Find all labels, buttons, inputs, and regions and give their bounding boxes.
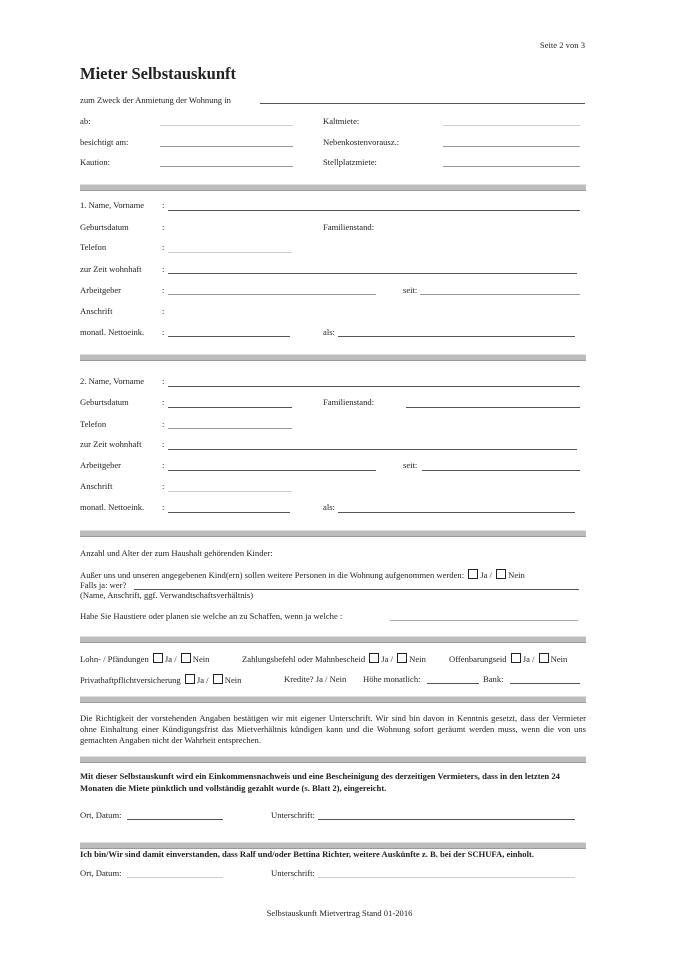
unterschrift-field[interactable]: [318, 877, 575, 878]
anschrift-label: Anschrift: [80, 306, 113, 316]
nebenkosten-label: Nebenkostenvorausz.:: [323, 137, 400, 147]
geburt-label: Geburtsdatum: [80, 222, 129, 232]
arbeitgeber-field[interactable]: [168, 294, 376, 295]
colon: :: [162, 439, 165, 449]
familienstand-label: Familienstand:: [323, 222, 375, 232]
wohnhaft-field[interactable]: [168, 449, 577, 450]
ja-label: Ja /: [522, 654, 535, 664]
als-field[interactable]: [338, 512, 575, 513]
name-label: 2. Name, Vorname: [80, 376, 145, 386]
ja-label: Ja /: [381, 654, 393, 664]
ja-checkbox[interactable]: [468, 569, 478, 579]
section-divider: [80, 530, 586, 537]
section-divider: [80, 696, 586, 703]
colon: :: [162, 200, 165, 210]
privat-label: Privathaftpflichtversicherung: [80, 675, 181, 685]
privat-row: [80, 674, 241, 686]
anschrift-label: Anschrift: [80, 481, 113, 491]
purpose-field[interactable]: [260, 103, 585, 104]
nein-checkbox[interactable]: [539, 653, 549, 663]
ja-checkbox[interactable]: [511, 653, 521, 663]
kaution-label: Kaution:: [80, 157, 111, 167]
name-field[interactable]: [168, 386, 580, 387]
nein-label: Nein: [192, 654, 210, 664]
section-divider: [80, 842, 586, 849]
hoehe-label: Höhe monatlich:: [363, 674, 421, 684]
footer: Selbstauskunft Mietvertrag Stand 01-2016: [266, 908, 413, 918]
besichtigt-label: besichtigt am:: [80, 137, 129, 147]
bank-field[interactable]: [510, 683, 580, 684]
ja-label: Ja /: [164, 654, 177, 664]
arbeitgeber-label: Arbeitgeber: [80, 285, 122, 295]
colon: :: [162, 419, 165, 429]
colon: :: [162, 264, 165, 274]
unterschrift-label: Unterschrift:: [271, 810, 315, 820]
ja-label: Ja /: [480, 570, 492, 580]
kaltmiete-field[interactable]: [443, 125, 580, 126]
lohn-label: Lohn- / Pfändungen: [80, 654, 149, 664]
nein-checkbox[interactable]: [213, 674, 223, 684]
nein-checkbox[interactable]: [496, 569, 506, 579]
falls-label: Falls ja: wer?: [80, 580, 127, 590]
page-number: Seite 2 von 3: [539, 40, 585, 50]
netto-label: monatl. Nettoeink.: [80, 327, 145, 337]
nebenkosten-field[interactable]: [443, 146, 580, 147]
ab-label: ab:: [80, 116, 91, 126]
nein-checkbox[interactable]: [397, 653, 407, 663]
proof-text: Mit dieser Selbstauskunft wird ein Einkommensnachweis und eine Bescheinigung des derzeitigen Vermieters, dass in den letzten 24 Monaten die Miete pünktlich und vollständig gezahlt wurde (s. Blatt 2), eingereicht.: [80, 771, 560, 793]
schufa-text: Ich bin/Wir sind damit einverstanden, dass Ralf und/oder Bettina Richter, weitere Auskünfte z. B. bei der SCHUFA, einholt.: [80, 849, 534, 859]
nein-label: Nein: [508, 570, 525, 580]
unterschrift-label: Unterschrift:: [271, 868, 315, 878]
colon: :: [162, 327, 165, 337]
name-label: 1. Name, Vorname: [80, 200, 145, 210]
ja-checkbox[interactable]: [185, 674, 195, 684]
colon: :: [162, 460, 165, 470]
name-field[interactable]: [168, 210, 580, 211]
colon: :: [162, 502, 165, 512]
lohn-row: [80, 653, 209, 665]
colon: :: [162, 222, 165, 232]
colon: :: [162, 481, 165, 491]
kinder-label: Anzahl und Alter der zum Haushalt gehörenden Kinder:: [80, 548, 273, 558]
telefon-field[interactable]: [168, 252, 292, 253]
purpose-label: zum Zweck der Anmietung der Wohnung in: [80, 95, 231, 105]
colon: :: [162, 376, 165, 386]
ort-datum-field[interactable]: [127, 877, 223, 878]
wohnhaft-field[interactable]: [168, 273, 577, 274]
ja-checkbox[interactable]: [153, 653, 163, 663]
als-label: als:: [323, 502, 335, 512]
wohnhaft-label: zur Zeit wohnhaft: [80, 439, 142, 449]
colon: :: [162, 397, 165, 407]
kaltmiete-label: Kaltmiete:: [323, 116, 360, 126]
section-divider: [80, 636, 586, 643]
telefon-label: Telefon: [80, 242, 107, 252]
familienstand-label: Familienstand:: [323, 397, 375, 407]
page-title: Mieter Selbstauskunft: [80, 64, 236, 83]
besichtigt-field[interactable]: [160, 146, 293, 147]
als-label: als:: [323, 327, 335, 337]
telefon-label: Telefon: [80, 419, 107, 429]
geburt-label: Geburtsdatum: [80, 397, 129, 407]
nein-checkbox[interactable]: [181, 653, 191, 663]
section-divider: [80, 184, 586, 191]
arbeitgeber-field[interactable]: [168, 470, 376, 471]
seit-label: seit:: [403, 285, 418, 295]
offenbarung-label: Offenbarungseid: [449, 654, 507, 664]
wohnhaft-label: zur Zeit wohnhaft: [80, 264, 142, 274]
netto-label: monatl. Nettoeink.: [80, 502, 145, 512]
haustiere-field[interactable]: [390, 620, 578, 621]
colon: :: [162, 285, 165, 295]
ort-datum-label: Ort, Datum:: [80, 868, 122, 878]
seit-field[interactable]: [420, 294, 580, 295]
weitere-personen-row: [80, 569, 525, 581]
kaution-field[interactable]: [160, 166, 293, 167]
zahlung-row: [242, 653, 426, 665]
hoehe-field[interactable]: [427, 683, 479, 684]
colon: :: [162, 306, 165, 316]
ort-datum-field[interactable]: [127, 819, 223, 820]
anschrift-field[interactable]: [168, 491, 292, 492]
offenbarung-row: [449, 653, 567, 665]
stellplatz-field[interactable]: [443, 166, 580, 167]
nein-label: Nein: [550, 654, 568, 664]
familienstand-field[interactable]: [406, 407, 580, 408]
ja-label: Ja /: [196, 675, 209, 685]
unterschrift-field[interactable]: [318, 819, 575, 820]
zahlung-label: Zahlungsbefehl oder Mahnbescheid: [242, 654, 366, 664]
colon: :: [162, 242, 165, 252]
section-divider: [80, 354, 586, 361]
ab-field[interactable]: [160, 125, 293, 126]
falls-hint: (Name, Anschrift, ggf. Verwandtschaftsverhältnis): [80, 590, 254, 600]
geburt-field[interactable]: [168, 407, 292, 408]
ja-checkbox[interactable]: [369, 653, 379, 663]
als-field[interactable]: [338, 336, 575, 337]
seit-field[interactable]: [422, 470, 580, 471]
nein-label: Nein: [224, 675, 242, 685]
seit-label: seit:: [403, 460, 418, 470]
weitere-label: Außer uns und unseren angegebenen Kind(ern) sollen weitere Personen in die Wohnung aufgenommen werden:: [80, 570, 465, 580]
ort-datum-label: Ort, Datum:: [80, 810, 122, 820]
telefon-field[interactable]: [168, 428, 292, 429]
section-divider: [80, 756, 586, 763]
arbeitgeber-label: Arbeitgeber: [80, 460, 122, 470]
netto-field[interactable]: [168, 336, 290, 337]
haustiere-label: Habe Sie Haustiere oder planen sie welche an zu Schaffen, wenn ja welche :: [80, 611, 343, 621]
stellplatz-label: Stellplatzmiete:: [323, 157, 377, 167]
nein-label: Nein: [409, 654, 426, 664]
bank-label: Bank:: [483, 674, 504, 684]
declaration-text: Die Richtigkeit der vorstehenden Angaben bestätigen wir mit eigener Unterschrift. Wir sind bin davon in Kenntnis gesetzt, dass der Vermieter ohne Einhaltung einer Kündigungsfrist das Mietverhältnis kündigen kann und die Wohnung sofort geräumt werden muss, wenn die von uns gemachten Angaben nicht der Wahrheit entsprechen.: [80, 713, 586, 745]
kredite-label: Kredite? Ja / Nein: [284, 674, 347, 684]
netto-field[interactable]: [168, 512, 290, 513]
